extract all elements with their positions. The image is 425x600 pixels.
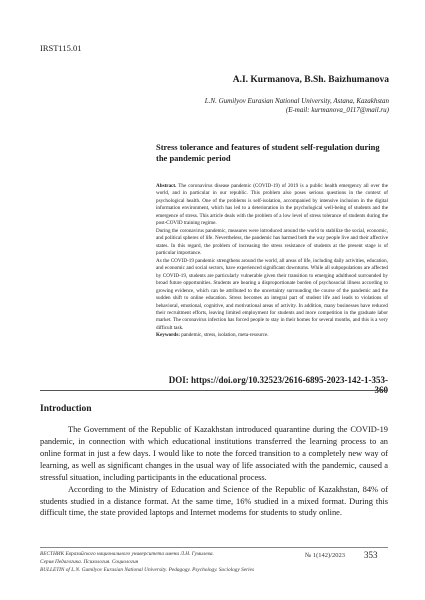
footer-issue: № 1(142)/2023 xyxy=(305,552,345,559)
author-affiliation-block xyxy=(205,97,389,116)
body-text xyxy=(40,424,388,519)
footer-journal-en: BULLETIN of L.N. Gumilyov Eurasian National University. Pedagogy. Psychology. Sociology Series xyxy=(40,567,255,574)
abstract-paragraph-1: The coronavirus disease pandemic (COVID-19) of 2019 is a public health emergency all over the world, and in particular in our republic. This problem also poses serious questions in the context of psychological health. One of the problems is self-isolation, accompanied by intensive inclusion in the digital information environment, which has led to a deterioration in the psychological well-being of students and the emergence of stress. This article deals with the problem of a low level of stress tolerance of students during the post-COVID training regime. xyxy=(156,183,388,227)
abstract-block xyxy=(156,183,388,340)
author-email: (E-mail: kurmanova_0117@mail.ru) xyxy=(285,106,389,115)
footer-series-ru: Серия Педагогика. Психология. Социология xyxy=(40,559,139,566)
abstract-paragraph-3: As the COVID-19 pandemic strengthens around the world, all areas of life, including daily activities, education, and economic and social sectors, have experienced significant downturns. While all subpopulations are affected by COVID-19, students are particularly vulnerable given their transition to emerging adulthood surrounded by broad future opportunities. Students are bearing a disproportionate burden of psychosocial illness according to growing evidence, which can be attributed to the uncertainty surrounding the course of the pandemic and the sudden shift to online education. Stress becomes an integral part of student life and leads to violations of behavioral, emotional, cognitive, and motivational areas of activity. In addition, many businesses have reduced their recruitment efforts, leaving limited employment for students and more competition in the graduate labor market. The coronavirus infection has forced people to stay in their homes for several months, and this is a very difficult task. xyxy=(156,257,388,331)
article-authors: A.I. Kurmanova, B.Sh. Baizhumanova xyxy=(232,75,389,85)
footer-journal-info xyxy=(40,550,254,575)
page-number: 353 xyxy=(364,550,378,560)
abstract-paragraph-2: During the coronavirus pandemic, measures were introduced around the world to stabilize the social, economic, and political spheres of life. Nevertheless, the pandemic has harmed both the way people live and their affective states. In this regard, the problem of increasing the stress resistance of students at the present stage is of particular importance. xyxy=(156,227,388,257)
abstract-label: Abstract. xyxy=(156,183,177,189)
footer-divider xyxy=(40,547,388,548)
doi-link[interactable]: DOI: https://doi.org/10.32523/2616-6895-2023-142-1-353-360 xyxy=(168,375,388,395)
journal-code: IRST115.01 xyxy=(40,43,82,53)
article-title: Stress tolerance and features of student self-regulation during the pandemic period xyxy=(156,142,380,164)
keywords-label: Keywords: xyxy=(156,332,180,339)
header-divider xyxy=(40,390,388,391)
section-heading: Introduction xyxy=(40,404,92,414)
author-affiliation: L.N. Gumilyov Eurasian National University, Astana, Kazakhstan xyxy=(204,97,389,105)
body-paragraph-1: The Government of the Republic of Kazakhstan introduced quarantine during the COVID-19 pandemic, in connection with which educational institutions transferred the learning process to an online format in just a few days. I would like to note the forced transition to a completely new way of learning, as well as significant changes in the usual way of life associated with the pandemic, caused a stressful situation, including participants in the educational process. xyxy=(40,425,388,482)
body-paragraph-2: According to the Ministry of Education and Science of the Republic of Kazakhstan, 84% of students studied in a distance format. At the same time, 16% studied in a mixed format. During this difficult time, the state provided laptops and Internet modems for students to study online. xyxy=(40,484,388,518)
keywords: pandemic, stress, isolation, meta-resource. xyxy=(181,332,269,339)
footer-journal-kz: ВЕСТНИК Евразийского национального университета имени Л.Н. Гумилева. xyxy=(40,551,214,557)
